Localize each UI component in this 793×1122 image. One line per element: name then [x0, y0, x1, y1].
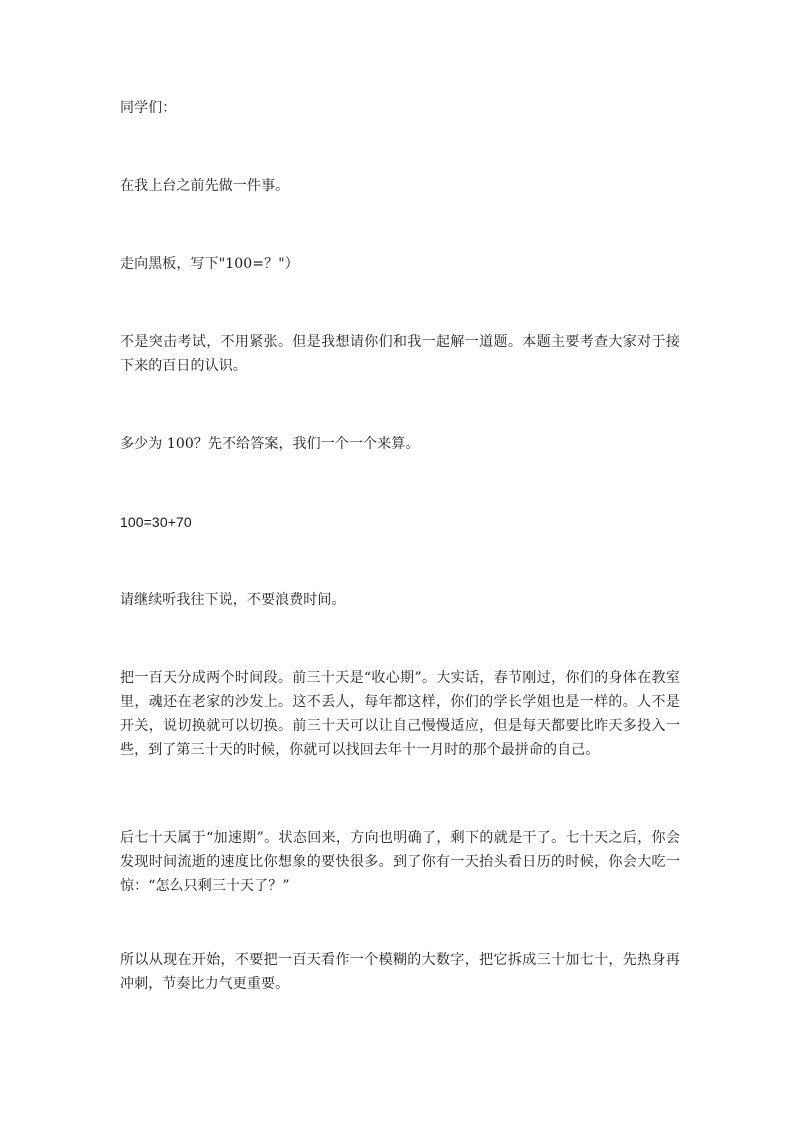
continue-paragraph: 请继续听我往下说，不要浪费时间。: [120, 592, 346, 608]
salutation: 同学们：: [120, 100, 177, 116]
conclusion-paragraph: 所以从现在开始，不要把一百天看作一个模糊的大数字，把它拆成三十加七十，先热身再冲刺，节奏比力气更重要。: [120, 952, 680, 992]
equation: 100=30+70: [120, 514, 192, 530]
opening-action: 在我上台之前先做一件事。: [120, 178, 290, 194]
stage-direction: 走向黑板，写下"100=？"）: [120, 256, 299, 272]
question-paragraph: 多少为 100？先不给答案，我们一个一个来算。: [120, 436, 420, 452]
intro-problem-paragraph: 不是突击考试，不用紧张。但是我想请你们和我一起解一道题。本题主要考查大家对于接下来的百日的认识。: [120, 334, 680, 374]
phase-two-paragraph: 后七十天属于“加速期”。状态回来，方向也明确了，剩下的就是干了。七十天之后，你会发现时间流逝的速度比你想象的要快很多。到了你有一天抬头看日历的时候，你会大吃一惊：“怎么只剩三十天了？”: [120, 830, 680, 894]
phase-one-paragraph: 把一百天分成两个时间段。前三十天是“收心期”。大实话，春节刚过，你们的身体在教室里，魂还在老家的沙发上。这不丢人，每年都这样，你们的学长学姐也是一样的。人不是开关，说切换就可以切换。前三十天可以让自己慢慢适应，但是每天都要比昨天多投入一些，到了第三十天的时候，你就可以找回去年十一月时的那个最拼命的自己。: [120, 670, 680, 758]
